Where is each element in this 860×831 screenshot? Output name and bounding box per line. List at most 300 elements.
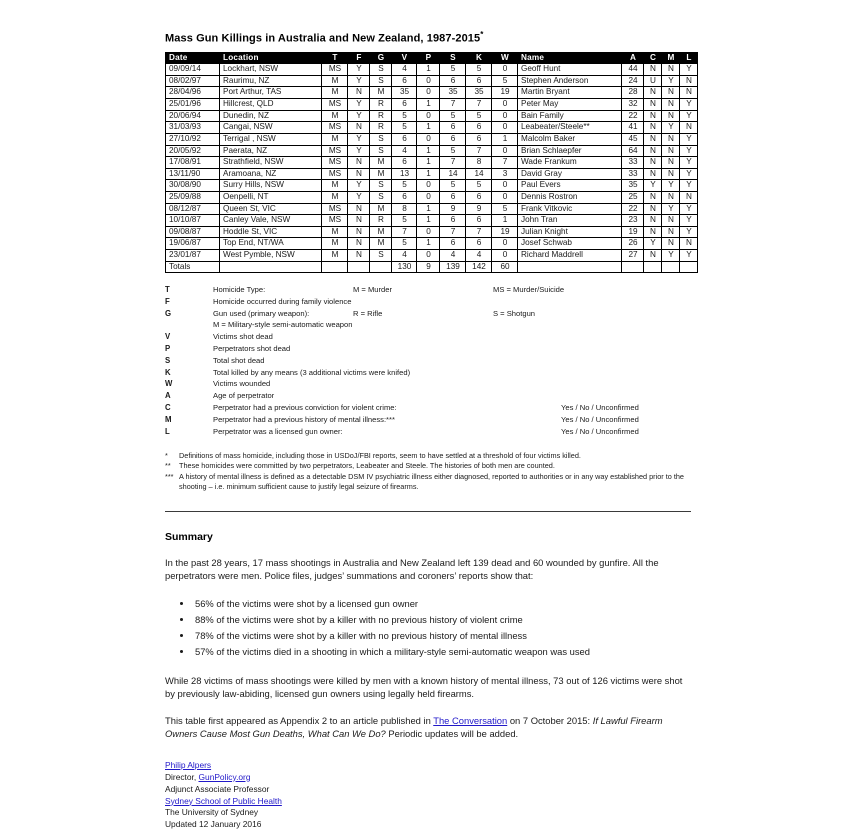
- table-header-row: [166, 52, 698, 64]
- cell-location: Surry Hills, NSW: [220, 180, 322, 192]
- cell-p: 1: [417, 215, 440, 227]
- cell-f: Y: [348, 64, 370, 76]
- legend-seg-a: M = Murder: [353, 285, 393, 295]
- cell-g: M: [370, 226, 392, 238]
- column-header-k: K: [466, 52, 492, 64]
- cell-date: 31/03/93: [166, 122, 220, 134]
- cell-l: Y: [680, 133, 698, 145]
- cell-g: S: [370, 64, 392, 76]
- cell-m: Y: [662, 122, 680, 134]
- column-header-a: A: [622, 52, 644, 64]
- footnote-marker: ***: [165, 471, 174, 481]
- cell-t: M: [322, 250, 348, 262]
- cell-g: S: [370, 75, 392, 87]
- cell-totals-w: 60: [492, 261, 518, 273]
- cell-t: M: [322, 191, 348, 203]
- cell-totals-t: [322, 261, 348, 273]
- cell-l: Y: [680, 110, 698, 122]
- cell-p: 0: [417, 87, 440, 99]
- legend-key-letter: F: [165, 297, 170, 307]
- cell-s: 6: [440, 133, 466, 145]
- cell-totals-g: [370, 261, 392, 273]
- section-divider: [165, 511, 691, 512]
- column-header-name: Name: [518, 52, 622, 64]
- cell-v: 6: [392, 75, 417, 87]
- legend-lead-text: Total killed by any means (3 additional victims were knifed): [213, 367, 411, 377]
- cell-f: N: [348, 168, 370, 180]
- cell-g: S: [370, 133, 392, 145]
- cell-l: Y: [680, 250, 698, 262]
- cell-v: 6: [392, 191, 417, 203]
- cell-name: Stephen Anderson: [518, 75, 622, 87]
- cell-f: N: [348, 215, 370, 227]
- cell-m: N: [662, 64, 680, 76]
- cell-k: 8: [466, 157, 492, 169]
- cell-c: N: [644, 99, 662, 111]
- cell-a: 41: [622, 122, 644, 134]
- legend-row: [165, 414, 690, 426]
- legend-lead-text: Total shot dead: [213, 355, 265, 365]
- signature-role-line: [165, 772, 690, 784]
- cell-totals-a: [622, 261, 644, 273]
- cell-name: Leabeater/Steele**: [518, 122, 622, 134]
- cell-name: Julian Knight: [518, 226, 622, 238]
- cell-f: N: [348, 157, 370, 169]
- legend-key-letter: K: [165, 367, 171, 377]
- legend-key-letter: M: [165, 414, 172, 424]
- cell-name: Peter May: [518, 99, 622, 111]
- table-row: [166, 157, 698, 169]
- cell-totals-f: [348, 261, 370, 273]
- cell-a: 25: [622, 191, 644, 203]
- cell-c: Y: [644, 238, 662, 250]
- cell-f: N: [348, 226, 370, 238]
- cell-date: 25/01/96: [166, 99, 220, 111]
- cell-l: Y: [680, 145, 698, 157]
- cell-s: 7: [440, 157, 466, 169]
- cell-w: 19: [492, 226, 518, 238]
- cell-p: 1: [417, 157, 440, 169]
- cell-date: 20/06/94: [166, 110, 220, 122]
- cell-m: N: [662, 99, 680, 111]
- signature-updated: Updated 12 January 2016: [165, 819, 262, 830]
- cell-k: 7: [466, 226, 492, 238]
- legend-lead-text: Homicide Type:: [213, 285, 266, 295]
- legend-lead-text: Gun used (primary weapon):: [213, 308, 310, 318]
- gunpolicy-org-link[interactable]: GunPolicy.org: [198, 771, 251, 782]
- cell-v: 13: [392, 168, 417, 180]
- cell-v: 5: [392, 238, 417, 250]
- cell-s: 5: [440, 180, 466, 192]
- cell-a: 28: [622, 87, 644, 99]
- cell-k: 7: [466, 99, 492, 111]
- legend-yes-no-unconfirmed: Yes / No / Unconfirmed: [561, 403, 639, 413]
- cell-location: Canley Vale, NSW: [220, 215, 322, 227]
- cell-l: Y: [680, 215, 698, 227]
- cell-location: Oenpelli, NT: [220, 191, 322, 203]
- legend-seg-b: S = Shotgun: [493, 308, 536, 318]
- cell-t: M: [322, 75, 348, 87]
- cell-w: 1: [492, 133, 518, 145]
- cell-date: 28/04/96: [166, 87, 220, 99]
- summary-intro-paragraph: In the past 28 years, 17 mass shootings in Australia and New Zealand left 139 dead and 60 wounded by gunfire. All the perpetrators were men. Police files, judges’ summations and coroners’ reports show that:: [165, 556, 659, 582]
- cell-p: 1: [417, 122, 440, 134]
- cell-s: 5: [440, 110, 466, 122]
- legend-key-letter: T: [165, 285, 170, 295]
- cell-m: N: [662, 157, 680, 169]
- cell-k: 9: [466, 203, 492, 215]
- cell-w: 0: [492, 64, 518, 76]
- cell-f: Y: [348, 75, 370, 87]
- cell-p: 1: [417, 238, 440, 250]
- cell-k: 6: [466, 75, 492, 87]
- cell-p: 0: [417, 110, 440, 122]
- cell-location: Lockhart, NSW: [220, 64, 322, 76]
- cell-s: 9: [440, 203, 466, 215]
- cell-f: Y: [348, 110, 370, 122]
- cell-f: Y: [348, 145, 370, 157]
- column-header-c: C: [644, 52, 662, 64]
- table-row: [166, 250, 698, 262]
- cell-m: N: [662, 226, 680, 238]
- cell-l: Y: [680, 180, 698, 192]
- legend-lead-text: Perpetrator had a previous history of mental illness:***: [213, 414, 395, 424]
- cell-p: 0: [417, 250, 440, 262]
- cell-f: Y: [348, 99, 370, 111]
- cell-t: M: [322, 238, 348, 250]
- footnote-text: Definitions of mass homicide, including those in USDoJ/FBI reports, seem to have settled at a threshold of four victims killed.: [179, 450, 581, 460]
- sydney-school-of-public-health-link[interactable]: Sydney School of Public Health: [165, 795, 282, 806]
- cell-v: 8: [392, 203, 417, 215]
- column-header-p: P: [417, 52, 440, 64]
- cell-totals-m: [662, 261, 680, 273]
- cell-totals-label: Totals: [166, 261, 220, 273]
- column-header-location: Location: [220, 52, 322, 64]
- cell-t: M: [322, 110, 348, 122]
- legend-row: [165, 367, 690, 379]
- table-row: [166, 64, 698, 76]
- cell-w: 5: [492, 203, 518, 215]
- cell-date: 09/09/14: [166, 64, 220, 76]
- cell-s: 6: [440, 215, 466, 227]
- cell-a: 44: [622, 64, 644, 76]
- cell-name: Geoff Hunt: [518, 64, 622, 76]
- signature-position: Adjunct Associate Professor: [165, 783, 270, 794]
- cell-k: 6: [466, 122, 492, 134]
- cell-t: MS: [322, 99, 348, 111]
- cell-f: Y: [348, 133, 370, 145]
- signature-school-line: [165, 796, 690, 808]
- cell-p: 0: [417, 226, 440, 238]
- legend-lead-text: Homicide occurred during family violence: [213, 297, 352, 307]
- cell-s: 6: [440, 122, 466, 134]
- table-row: [166, 215, 698, 227]
- philip-alpers-link[interactable]: Philip Alpers: [165, 759, 212, 770]
- cell-g: M: [370, 238, 392, 250]
- table-body: [166, 64, 698, 273]
- legend-row: [165, 343, 690, 355]
- table-row: [166, 110, 698, 122]
- cell-c: N: [644, 191, 662, 203]
- cell-c: N: [644, 64, 662, 76]
- cell-m: Y: [662, 75, 680, 87]
- mass-killings-table: [165, 52, 698, 274]
- column-header-w: W: [492, 52, 518, 64]
- legend-key-letter: C: [165, 403, 171, 413]
- cell-s: 7: [440, 99, 466, 111]
- cell-v: 5: [392, 180, 417, 192]
- cell-c: N: [644, 133, 662, 145]
- table-row: [166, 122, 698, 134]
- cell-a: 35: [622, 180, 644, 192]
- cell-k: 14: [466, 168, 492, 180]
- legend-lead-text: Perpetrator was a licensed gun owner:: [213, 426, 343, 436]
- legend-row: [165, 296, 690, 308]
- cell-l: Y: [680, 226, 698, 238]
- cell-date: 08/02/97: [166, 75, 220, 87]
- legend-yes-no-unconfirmed: Yes / No / Unconfirmed: [561, 426, 639, 436]
- legend-description: [213, 284, 690, 296]
- summary-bullet: • 88% of the victims were shot by a killer with no previous history of violent crime: [193, 612, 690, 628]
- cell-w: 0: [492, 145, 518, 157]
- cell-k: 35: [466, 87, 492, 99]
- cell-p: 0: [417, 75, 440, 87]
- legend-description: [213, 367, 690, 379]
- cell-w: 0: [492, 191, 518, 203]
- cell-v: 6: [392, 133, 417, 145]
- table-row: [166, 133, 698, 145]
- cell-name: Dennis Rostron: [518, 191, 622, 203]
- cell-f: Y: [348, 180, 370, 192]
- cell-s: 5: [440, 145, 466, 157]
- cell-g: R: [370, 99, 392, 111]
- cell-s: 6: [440, 191, 466, 203]
- cell-location: Hoddle St, VIC: [220, 226, 322, 238]
- column-header-f: F: [348, 52, 370, 64]
- table-row: [166, 75, 698, 87]
- cell-name: Josef Schwab: [518, 238, 622, 250]
- cell-a: 24: [622, 75, 644, 87]
- cell-date: 17/08/91: [166, 157, 220, 169]
- cell-t: M: [322, 226, 348, 238]
- cell-l: N: [680, 122, 698, 134]
- cell-f: N: [348, 122, 370, 134]
- summary-closing-paragraph: While 28 victims of mass shootings were killed by men with a known history of mental illness, 73 out of 126 victims were shot by previously law-abiding, licensed gun owners using legally held firearms.: [165, 674, 683, 700]
- table-row: [166, 145, 698, 157]
- attribution-part1: This table first appeared as Appendix 2 to an article published in: [165, 714, 434, 726]
- legend-description: [213, 390, 690, 402]
- cell-w: 7: [492, 157, 518, 169]
- column-header-s: S: [440, 52, 466, 64]
- table-row: [166, 203, 698, 215]
- footnote: [165, 451, 690, 462]
- legend-description: [213, 426, 690, 438]
- cell-totals-l: [680, 261, 698, 273]
- cell-m: N: [662, 87, 680, 99]
- cell-p: 0: [417, 133, 440, 145]
- column-header-m: M: [662, 52, 680, 64]
- table-row: [166, 99, 698, 111]
- cell-w: 0: [492, 250, 518, 262]
- cell-totals-c: [644, 261, 662, 273]
- cell-f: N: [348, 87, 370, 99]
- article-title: If Lawful Firearm Owners Cause Most Gun Deaths, What Can We Do?: [165, 714, 663, 740]
- cell-m: Y: [662, 203, 680, 215]
- cell-totals-v: 130: [392, 261, 417, 273]
- cell-name: Malcolm Baker: [518, 133, 622, 145]
- cell-v: 6: [392, 157, 417, 169]
- cell-location: Hillcrest, QLD: [220, 99, 322, 111]
- cell-location: West Pymble, NSW: [220, 250, 322, 262]
- legend-key: [165, 284, 690, 437]
- cell-c: N: [644, 110, 662, 122]
- cell-t: MS: [322, 157, 348, 169]
- cell-c: N: [644, 145, 662, 157]
- table-row: [166, 180, 698, 192]
- cell-v: 5: [392, 110, 417, 122]
- cell-c: N: [644, 226, 662, 238]
- cell-c: N: [644, 250, 662, 262]
- legend-description: [213, 402, 690, 414]
- footnote: [165, 472, 690, 493]
- cell-name: John Tran: [518, 215, 622, 227]
- cell-a: 33: [622, 157, 644, 169]
- cell-l: N: [680, 238, 698, 250]
- cell-l: Y: [680, 64, 698, 76]
- legend-key-letter: G: [165, 308, 172, 318]
- cell-totals-s: 139: [440, 261, 466, 273]
- the-conversation-link[interactable]: The Conversation: [433, 714, 508, 726]
- cell-location: Aramoana, NZ: [220, 168, 322, 180]
- legend-key-letter: P: [165, 343, 171, 353]
- legend-key-letter: W: [165, 379, 173, 389]
- cell-f: N: [348, 250, 370, 262]
- cell-c: U: [644, 75, 662, 87]
- cell-date: 27/10/92: [166, 133, 220, 145]
- cell-k: 5: [466, 180, 492, 192]
- legend-key-letter: V: [165, 331, 171, 341]
- cell-p: 1: [417, 99, 440, 111]
- cell-a: 45: [622, 133, 644, 145]
- cell-l: N: [680, 191, 698, 203]
- cell-s: 6: [440, 75, 466, 87]
- cell-c: N: [644, 157, 662, 169]
- cell-l: Y: [680, 157, 698, 169]
- cell-g: R: [370, 110, 392, 122]
- cell-g: R: [370, 215, 392, 227]
- cell-g: S: [370, 145, 392, 157]
- cell-name: Wade Frankum: [518, 157, 622, 169]
- legend-description: [213, 308, 690, 331]
- cell-p: 1: [417, 64, 440, 76]
- cell-date: 19/06/87: [166, 238, 220, 250]
- legend-description: [213, 296, 690, 308]
- cell-s: 5: [440, 64, 466, 76]
- cell-t: M: [322, 180, 348, 192]
- cell-s: 4: [440, 250, 466, 262]
- cell-a: 64: [622, 145, 644, 157]
- page-title: [165, 30, 690, 45]
- table-row: [166, 191, 698, 203]
- legend-lead-text: Age of perpetrator: [213, 391, 275, 401]
- legend-row: [165, 355, 690, 367]
- column-header-l: L: [680, 52, 698, 64]
- cell-totals-p: 9: [417, 261, 440, 273]
- legend-description: [213, 331, 690, 343]
- cell-t: M: [322, 87, 348, 99]
- table-row: [166, 87, 698, 99]
- cell-w: 1: [492, 215, 518, 227]
- summary-bullet: • 78% of the victims were shot by a killer with no previous history of mental illness: [193, 628, 690, 644]
- cell-m: N: [662, 145, 680, 157]
- cell-location: Dunedin, NZ: [220, 110, 322, 122]
- page-title-text: Mass Gun Killings in Australia and New Zealand, 1987-2015: [165, 32, 481, 45]
- cell-name: David Gray: [518, 168, 622, 180]
- cell-v: 35: [392, 87, 417, 99]
- cell-l: N: [680, 87, 698, 99]
- cell-c: N: [644, 203, 662, 215]
- cell-date: 30/08/90: [166, 180, 220, 192]
- column-header-g: G: [370, 52, 392, 64]
- cell-date: 08/12/87: [166, 203, 220, 215]
- cell-a: 33: [622, 168, 644, 180]
- cell-totals-k: 142: [466, 261, 492, 273]
- table-row: [166, 168, 698, 180]
- cell-a: 27: [622, 250, 644, 262]
- cell-g: M: [370, 87, 392, 99]
- cell-l: Y: [680, 168, 698, 180]
- legend-row: [165, 402, 690, 414]
- cell-g: S: [370, 191, 392, 203]
- attribution-part2: on 7 October 2015:: [507, 714, 593, 726]
- cell-w: 0: [492, 238, 518, 250]
- cell-totals-name: [518, 261, 622, 273]
- cell-location: Cangai, NSW: [220, 122, 322, 134]
- legend-row: [165, 378, 690, 390]
- cell-w: 0: [492, 122, 518, 134]
- footnote-text: These homicides were committed by two perpetrators, Leabeater and Steele. The histories of both men are counted.: [179, 461, 555, 471]
- legend-key-letter: S: [165, 355, 171, 365]
- cell-g: M: [370, 157, 392, 169]
- cell-m: N: [662, 133, 680, 145]
- table-header: [166, 52, 698, 64]
- cell-m: N: [662, 238, 680, 250]
- cell-a: 26: [622, 238, 644, 250]
- cell-m: N: [662, 110, 680, 122]
- legend-seg-c: M = Military-style semi-automatic weapon: [213, 320, 353, 330]
- cell-s: 7: [440, 226, 466, 238]
- cell-location: Paerata, NZ: [220, 145, 322, 157]
- cell-g: S: [370, 180, 392, 192]
- cell-v: 6: [392, 99, 417, 111]
- cell-a: 32: [622, 99, 644, 111]
- legend-seg-b: MS = Murder/Suicide: [493, 285, 565, 295]
- cell-k: 7: [466, 145, 492, 157]
- page-title-footnote-mark: *: [480, 30, 484, 39]
- cell-name: Martin Bryant: [518, 87, 622, 99]
- cell-c: N: [644, 122, 662, 134]
- cell-m: Y: [662, 180, 680, 192]
- cell-s: 35: [440, 87, 466, 99]
- cell-k: 6: [466, 133, 492, 145]
- cell-a: 19: [622, 226, 644, 238]
- cell-w: 5: [492, 75, 518, 87]
- cell-location: Strathfield, NSW: [220, 157, 322, 169]
- cell-v: 4: [392, 145, 417, 157]
- cell-w: 0: [492, 110, 518, 122]
- cell-name: Frank Vitkovic: [518, 203, 622, 215]
- footnote: [165, 461, 690, 472]
